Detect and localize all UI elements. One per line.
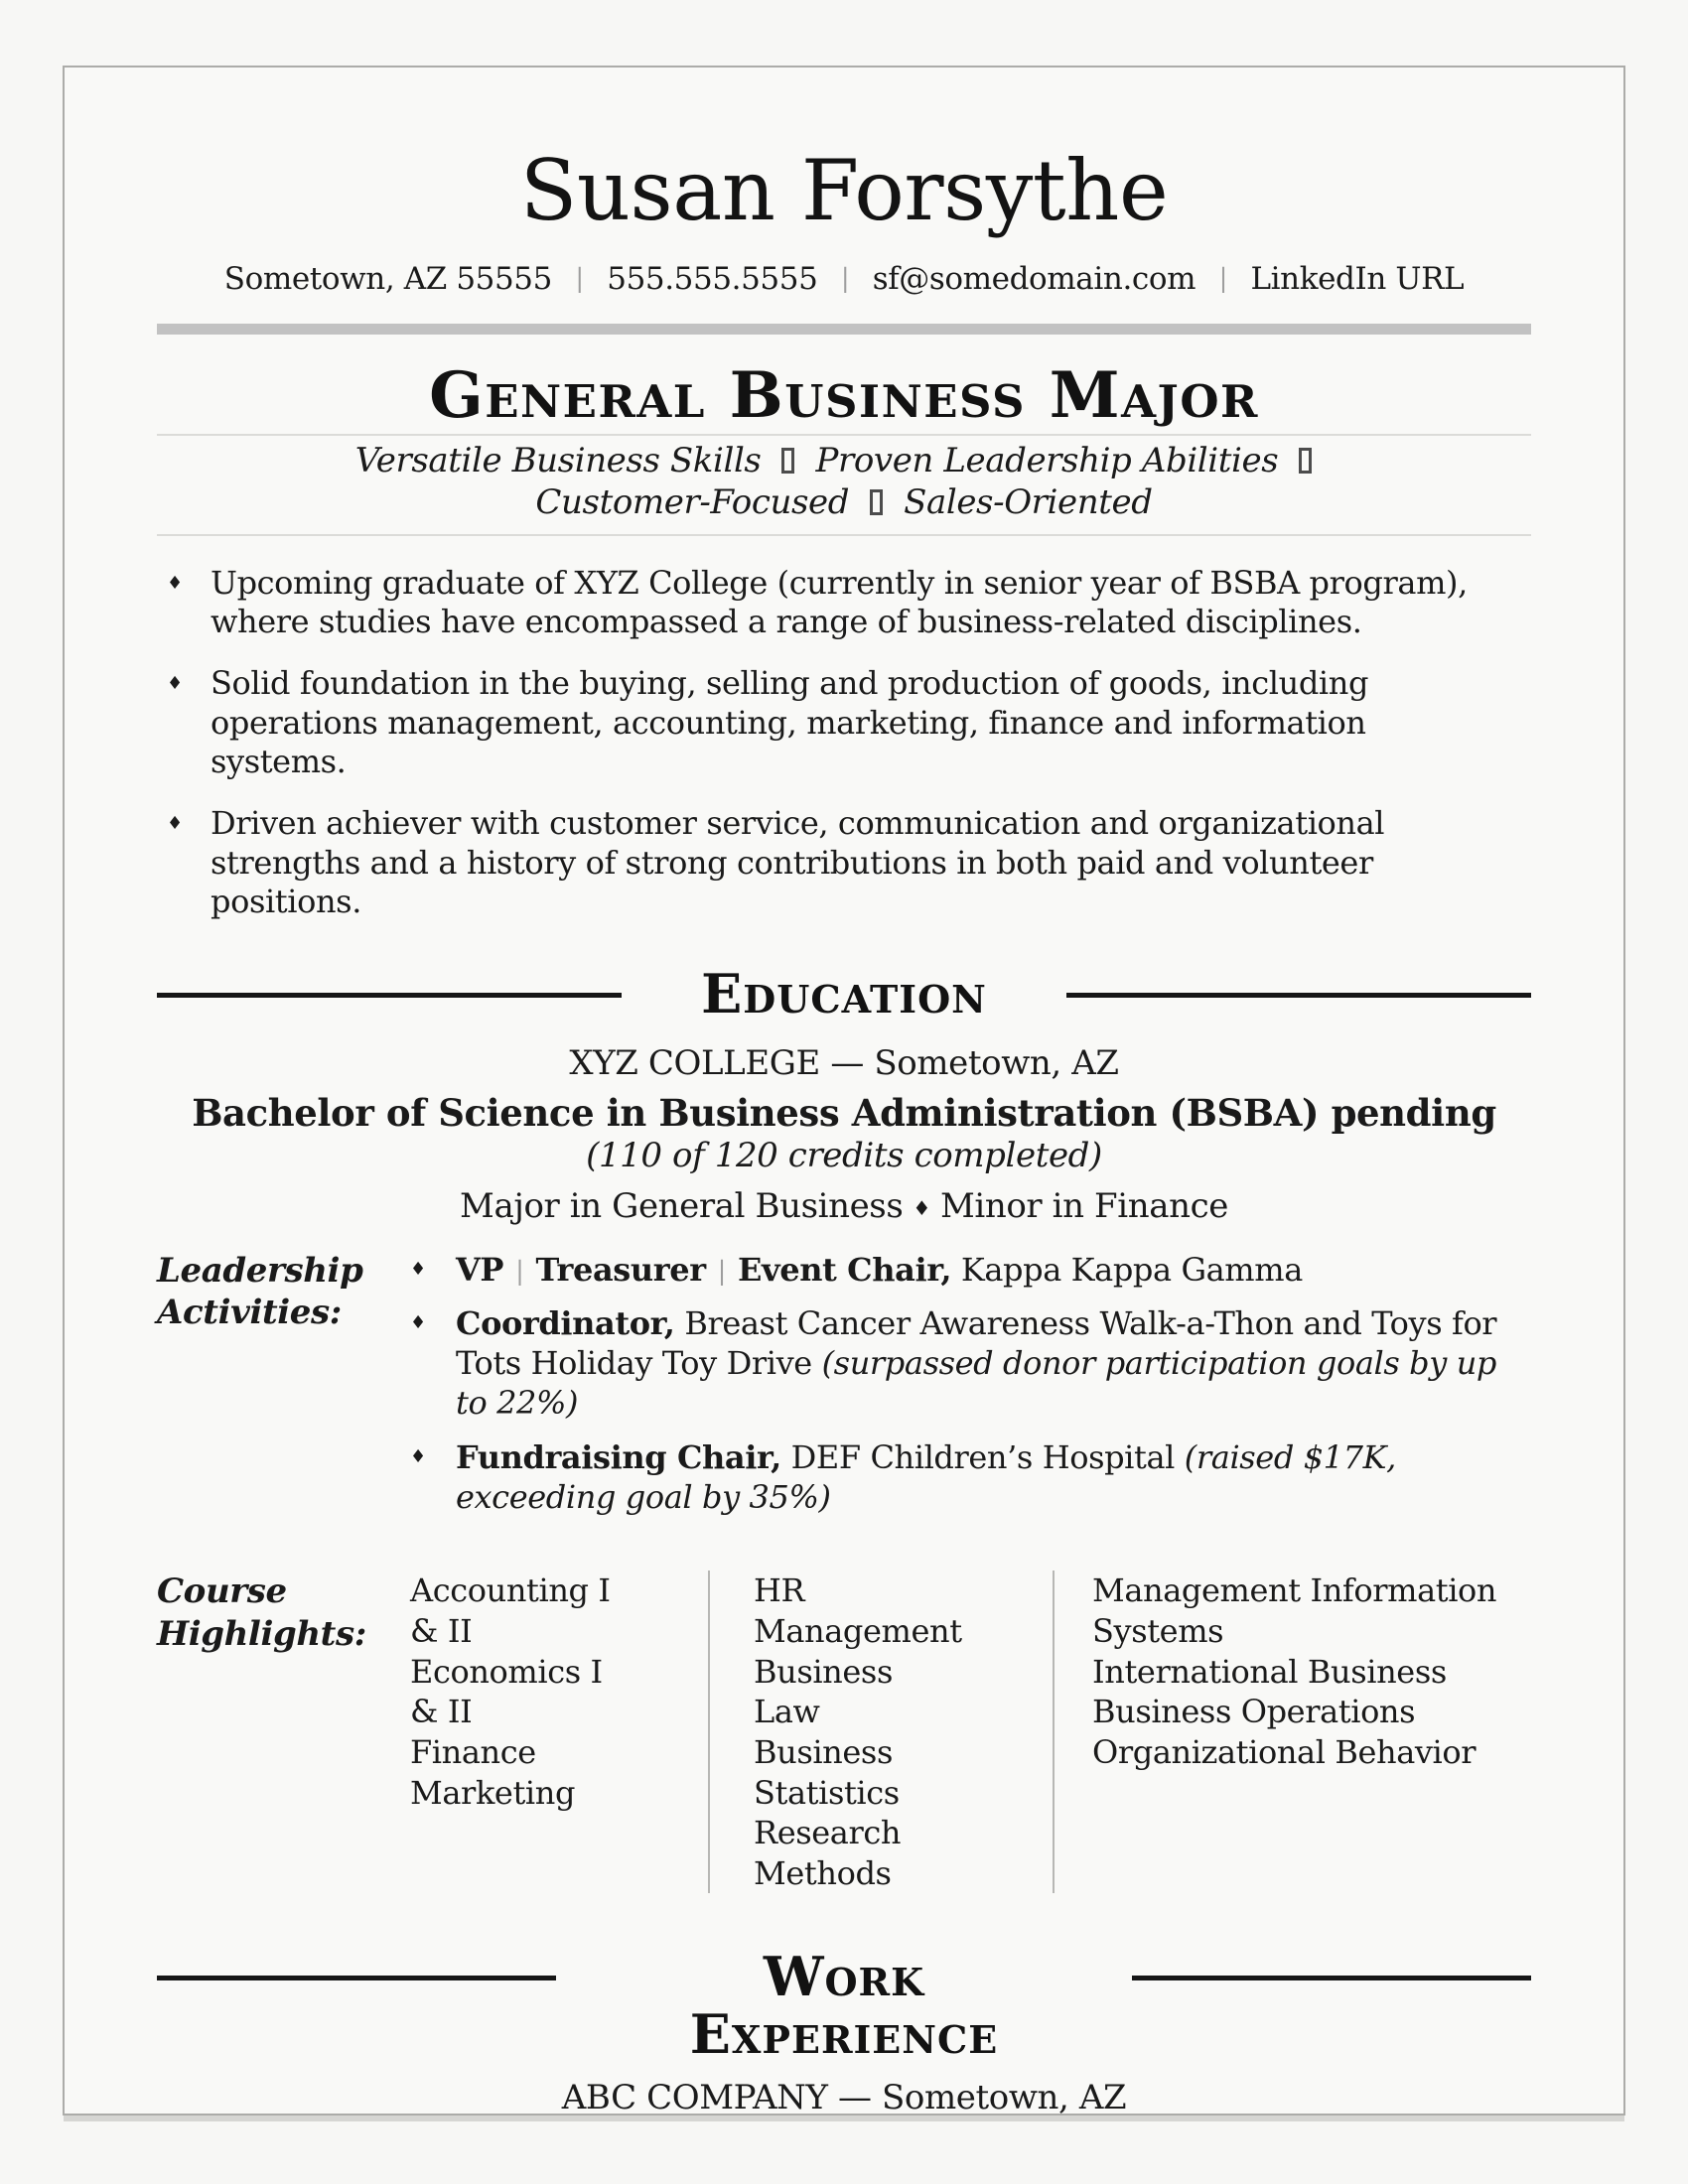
diamond-bullet-icon: ♦ — [410, 1258, 426, 1280]
skill-item: Customer-Focused — [535, 482, 850, 523]
course-item: Accounting I & II — [410, 1571, 611, 1651]
course-column-3 — [1053, 1570, 1529, 1893]
leadership-org: Kappa Kappa Gamma — [960, 1250, 1303, 1289]
light-rule — [157, 534, 1531, 536]
course-item: Marketing — [410, 1773, 576, 1812]
course-highlights-block — [157, 1570, 1531, 1893]
work-section-heading — [157, 1945, 1531, 2067]
diamond-bullet-icon: ♦ — [167, 572, 183, 594]
degree-name: Bachelor of Science in Business Administration (BSBA) pending — [192, 1090, 1496, 1135]
education-title: Education — [701, 962, 987, 1026]
header-divider-bar — [157, 324, 1531, 335]
course-column-2 — [708, 1570, 1053, 1893]
section-rule — [1066, 993, 1531, 998]
missing-glyph-box-icon — [1299, 448, 1312, 474]
skill-item: Versatile Business Skills — [354, 440, 762, 480]
course-item: Finance — [410, 1732, 536, 1771]
degree-line — [157, 1091, 1531, 1176]
leadership-role: Coordinator, — [456, 1303, 675, 1342]
leadership-item — [410, 1250, 1531, 1290]
school-line: XYZ COLLEGE — Sometown, AZ — [569, 1042, 1119, 1083]
summary-bullet-text: Solid foundation in the buying, selling and production of goods, including operations management, accounting, marketing, finance and information systems. — [211, 664, 1369, 781]
section-rule — [1132, 1976, 1531, 1980]
course-item: Organizational Behavior — [1092, 1732, 1477, 1771]
summary-section — [157, 564, 1531, 922]
minor-text: Minor in Finance — [939, 1185, 1228, 1226]
separator-pipe-icon: | — [840, 263, 850, 294]
missing-glyph-box-icon — [870, 489, 883, 515]
leadership-role: Treasurer — [535, 1250, 706, 1289]
skill-item: Proven Leadership Abilities — [815, 440, 1279, 480]
separator-pipe-icon: | — [1218, 263, 1227, 294]
separator-pipe-icon: | — [717, 1256, 727, 1287]
course-item: Business Operations — [1092, 1693, 1416, 1731]
contact-linkedin: LinkedIn URL — [1250, 260, 1465, 297]
major-minor-line — [157, 1186, 1531, 1226]
course-column-1 — [410, 1570, 708, 1893]
leadership-activities-block — [157, 1250, 1531, 1532]
course-item: Management Information Systems — [1092, 1571, 1497, 1651]
summary-bullet — [167, 564, 1477, 642]
leadership-org: DEF Children’s Hospital — [790, 1437, 1175, 1476]
resume-page — [63, 66, 1625, 2116]
diamond-bullet-icon: ♦ — [167, 813, 183, 835]
leadership-items — [410, 1250, 1531, 1532]
contact-location: Sometown, AZ 55555 — [223, 260, 552, 297]
summary-bullet-text: Upcoming graduate of XYZ College (currently in senior year of BSBA program), where studies have encompassed a range of business-related disciplines. — [211, 563, 1468, 641]
section-rule — [157, 1976, 556, 1980]
skills-tagline — [288, 440, 1400, 524]
candidate-name: Susan Forsythe — [519, 142, 1169, 239]
course-item: Research Methods — [754, 1814, 902, 1892]
leadership-label: Leadership Activities: — [157, 1250, 363, 1333]
summary-bullet-text: Driven achiever with customer service, communication and organizational strengths and a history of strong contributions in both paid and volunteer positions. — [211, 804, 1385, 921]
skill-item: Sales-Oriented — [904, 482, 1153, 523]
missing-glyph-box-icon — [781, 448, 794, 474]
diamond-bullet-icon: ♦ — [410, 1445, 426, 1467]
section-rule — [157, 993, 622, 998]
leadership-org: Breast Cancer Awareness Walk-a-Thon and Toys for Tots Holiday Toy Drive — [456, 1303, 1497, 1383]
leadership-item-text — [456, 1250, 1531, 1290]
leadership-item — [410, 1437, 1531, 1518]
leadership-role: VP — [456, 1250, 504, 1289]
course-item: International Business — [1092, 1652, 1447, 1691]
diamond-separator-icon: ♦ — [913, 1195, 930, 1220]
contact-line — [157, 261, 1531, 298]
work-title: Work Experience — [689, 1945, 999, 2067]
degree-credits-note: (110 of 120 credits completed) — [586, 1135, 1102, 1175]
separator-pipe-icon: | — [575, 263, 584, 294]
leadership-note: (surpassed donor participation goals by up to 22%) — [456, 1344, 1496, 1423]
leadership-note: (raised $17K, exceeding goal by 35%) — [456, 1437, 1396, 1517]
course-item: Business Law — [754, 1652, 893, 1731]
headline-title: General Business Major — [429, 357, 1259, 433]
leadership-item — [410, 1303, 1531, 1424]
summary-bullet — [167, 664, 1477, 782]
course-item: Economics I & II — [410, 1652, 603, 1731]
major-text: Major in General Business — [460, 1185, 904, 1226]
course-item: HR Management — [754, 1571, 962, 1651]
separator-pipe-icon: | — [515, 1256, 524, 1287]
contact-phone: 555.555.5555 — [607, 260, 818, 297]
summary-bullet — [167, 804, 1477, 922]
contact-email: sf@somedomain.com — [872, 260, 1196, 297]
diamond-bullet-icon: ♦ — [410, 1311, 426, 1333]
leadership-item-text — [456, 1437, 1531, 1518]
course-highlights-label: Course Highlights: — [157, 1571, 366, 1654]
course-item: Business Statistics — [754, 1732, 900, 1812]
diamond-bullet-icon: ♦ — [167, 673, 183, 695]
leadership-role: Fundraising Chair, — [456, 1437, 781, 1476]
company-line: ABC COMPANY — Sometown, AZ — [561, 2077, 1127, 2117]
light-rule — [157, 434, 1531, 436]
education-section-heading — [157, 962, 1531, 1026]
leadership-role: Event Chair, — [738, 1250, 952, 1289]
leadership-item-text — [456, 1303, 1531, 1424]
